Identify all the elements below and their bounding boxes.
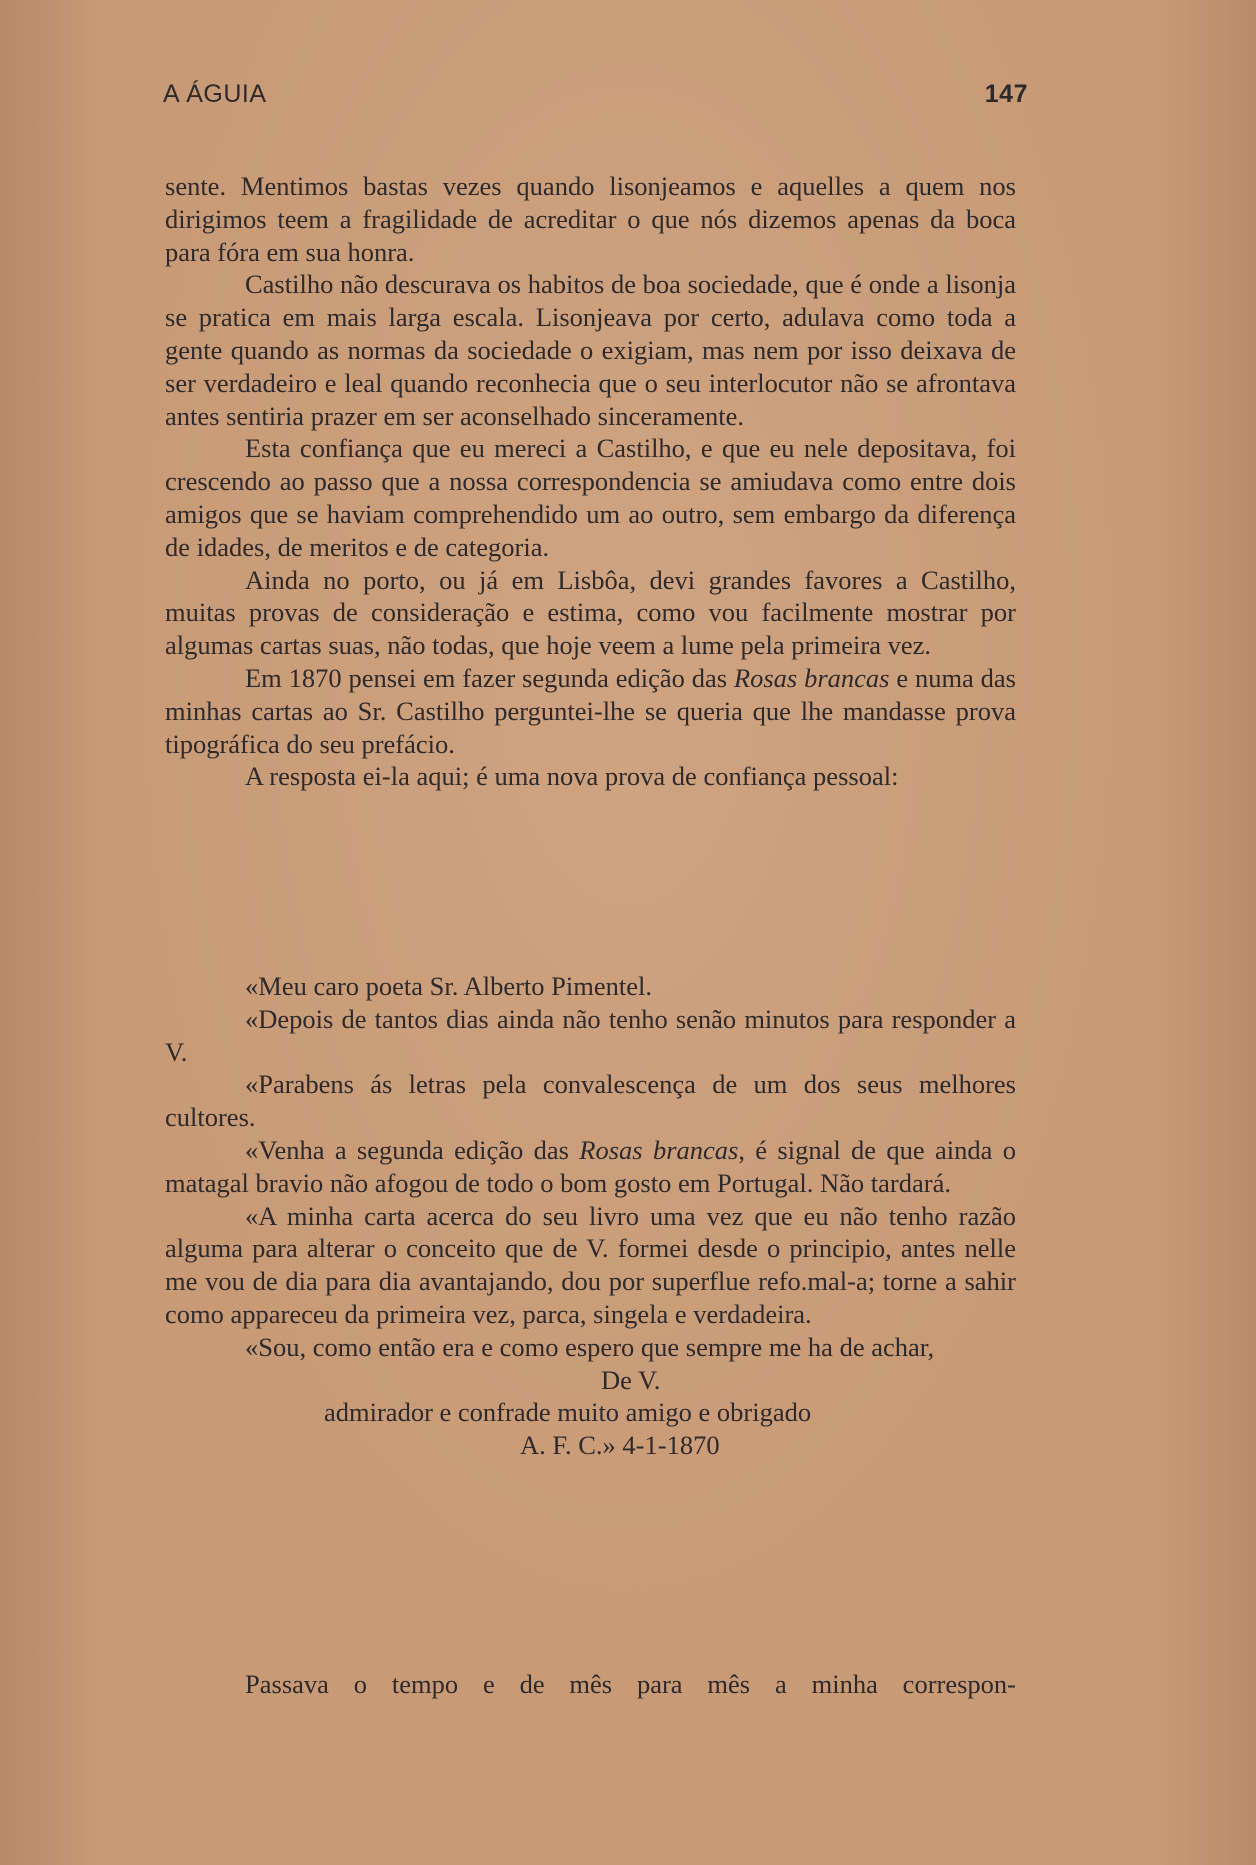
letter-paragraph: «A minha carta acerca do seu livro uma vez que eu não tenho razão alguma para alterar o conceito que de V. formei desde o principio, antes nelle me vou de dia para dia avantajando, dou por superflue refo.mal-a; torne a sahir como appareceu da primeira vez, parca, singela e verdadeira. bbox=[165, 1200, 1016, 1329]
body-text-lower bbox=[165, 1668, 1016, 1701]
journal-title: A ÁGUIA bbox=[163, 80, 267, 108]
letter-paragraph: «Parabens ás letras pela convalescença de um dos seus melhores cultores. bbox=[165, 1069, 1016, 1133]
book-title: Rosas brancas bbox=[579, 1134, 739, 1165]
page-number: 147 bbox=[984, 80, 1028, 108]
letter-signature bbox=[165, 1364, 1016, 1462]
letter-paragraph: «Sou, como então era e como espero que sempre me ha de achar, bbox=[245, 1331, 935, 1362]
paragraph: Ainda no porto, ou já em Lisbôa, devi grandes favores a Castilho, muitas provas de consideração e estima, como vou facilmente mostrar por algumas cartas suas, não todas, que hoje veem a lume pela primeira vez. bbox=[165, 564, 1016, 661]
quoted-letter bbox=[165, 970, 1016, 1462]
paragraph: sente. Mentimos bastas vezes quando lisonjeamos e aquelles a quem nos dirigimos teem a fragilidade de acreditar o que nós dizemos apenas da boca para fóra em sua honra. bbox=[165, 171, 1016, 267]
letter-paragraph: «Depois de tantos dias ainda não tenho senão minutos para responder a V. bbox=[165, 1003, 1016, 1067]
paragraph: Em 1870 pensei em fazer segunda edição das Rosas brancas e numa das minhas cartas ao Sr. Castilho perguntei-lhe se queria que lhe mandasse prova tipográfica do seu prefácio. bbox=[165, 662, 1016, 759]
paragraph: Castilho não descurava os habitos de boa sociedade, que é onde a lisonja se pratica em mais larga escala. Lisonjeava por certo, adulava como toda a gente quando as normas da sociedade o exigiam, mas nem por isso deixava de ser verdadeiro e leal quando reconhecia que o seu interlocutor não se afrontava antes sentiria prazer em ser aconselhado sinceramente. bbox=[165, 269, 1016, 431]
signature-line: admirador e confrade muito amigo e obrigado bbox=[324, 1397, 812, 1428]
body-text-upper bbox=[165, 170, 1016, 793]
signature-line: A. F. C.» 4-1-1870 bbox=[520, 1430, 720, 1461]
paragraph: Passava o tempo e de mês para mês a minha correspon- bbox=[245, 1669, 1016, 1699]
book-title: Rosas brancas bbox=[733, 662, 890, 693]
paragraph: Esta confiança que eu mereci a Castilho, e que eu nele depositava, foi crescendo ao passo que a nossa correspondencia se amiudava como entre dois amigos que se haviam comprehendido um ao outro, sem embargo da diferença de idades, de meritos e de categoria. bbox=[165, 433, 1016, 562]
signature-line: De V. bbox=[601, 1364, 661, 1395]
paragraph: A resposta ei-la aqui; é uma nova prova de confiança pessoal: bbox=[245, 761, 899, 792]
letter-greeting: «Meu caro poeta Sr. Alberto Pimentel. bbox=[245, 971, 652, 1001]
running-header bbox=[163, 80, 1028, 120]
letter-paragraph: «Venha a segunda edição das Rosas brancas, é signal de que ainda o matagal bravio não afogou de todo o bom gosto em Portugal. Não tardará. bbox=[165, 1134, 1016, 1198]
